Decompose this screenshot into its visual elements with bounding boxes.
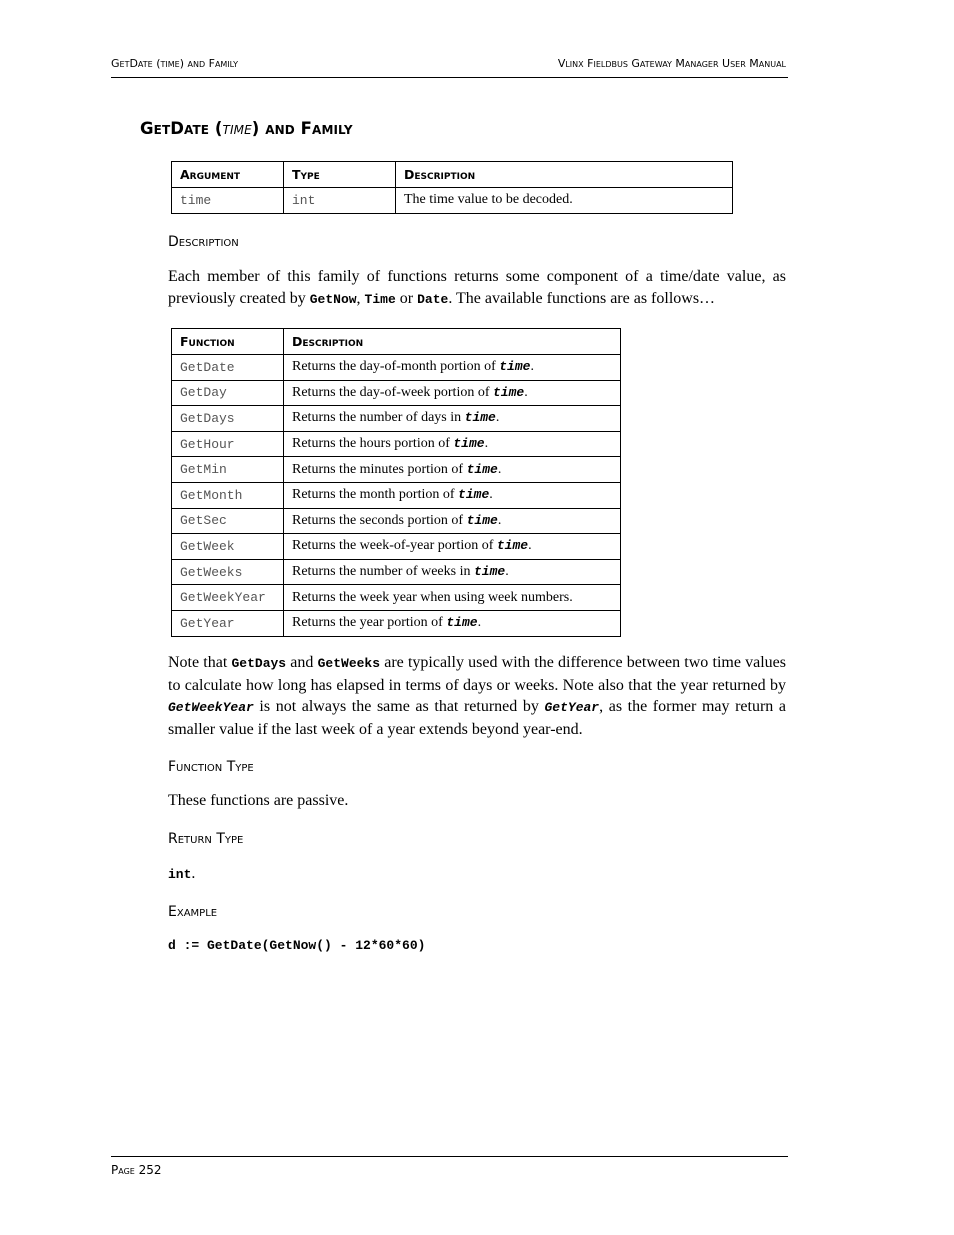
title-argument: time — [222, 119, 252, 138]
table-row — [172, 457, 621, 483]
type-column-header: Type — [284, 162, 396, 188]
function-description: Returns the number of weeks in time. — [284, 559, 621, 585]
argument-table — [171, 161, 733, 214]
return-type-value: int. — [168, 865, 196, 882]
function-description: Returns the minutes portion of time. — [284, 457, 621, 483]
footer-rule — [111, 1156, 788, 1157]
argument-name: time — [172, 188, 284, 214]
inline-code: GetWeeks — [317, 656, 381, 671]
function-name: GetWeekYear — [172, 585, 284, 611]
function-description: Returns the month portion of time. — [284, 482, 621, 508]
function-type-text: These functions are passive. — [168, 792, 349, 809]
example-heading: Example — [168, 904, 218, 920]
table-row — [172, 380, 621, 406]
description-paragraph: Each member of this family of functions returns some component of a time/date value, as previously created by GetNow, Time or Date. The available functions are as follows… — [168, 268, 786, 307]
function-table-header-row — [172, 329, 621, 355]
inline-code: GetYear — [544, 700, 600, 715]
table-row — [172, 188, 733, 214]
argument-table-header-row — [172, 162, 733, 188]
argument-column-header: Argument — [172, 162, 284, 188]
title-prefix: GetDate ( — [140, 119, 223, 138]
function-name: GetDays — [172, 406, 284, 432]
running-header-left: GetDate (time) and Family — [111, 57, 238, 70]
header-rule — [111, 77, 788, 78]
function-type-heading: Function Type — [168, 759, 254, 775]
function-name: GetHour — [172, 431, 284, 457]
function-description: Returns the day-of-week portion of time. — [284, 380, 621, 406]
table-row — [172, 482, 621, 508]
function-description: Returns the number of days in time. — [284, 406, 621, 432]
table-row — [172, 610, 621, 636]
function-description: Returns the hours portion of time. — [284, 431, 621, 457]
description-column-header: Description — [396, 162, 733, 188]
function-table — [171, 328, 621, 637]
function-description: Returns the week-of-year portion of time. — [284, 534, 621, 560]
function-name: GetMonth — [172, 482, 284, 508]
table-row — [172, 508, 621, 534]
table-row — [172, 585, 621, 611]
function-column-header: Function — [172, 329, 284, 355]
function-description: Returns the seconds portion of time. — [284, 508, 621, 534]
function-description: Returns the day-of-month portion of time. — [284, 355, 621, 381]
inline-code: Date — [417, 291, 449, 307]
table-row — [172, 355, 621, 381]
function-name: GetDate — [172, 355, 284, 381]
function-name: GetSec — [172, 508, 284, 534]
function-name: GetWeek — [172, 534, 284, 560]
inline-code: GetDays — [231, 656, 287, 671]
function-name: GetMin — [172, 457, 284, 483]
function-name: GetYear — [172, 610, 284, 636]
argument-type: int — [284, 188, 396, 214]
inline-code: GetWeekYear — [168, 700, 254, 715]
page-number: Page 252 — [111, 1163, 162, 1177]
inline-code: int — [168, 867, 192, 882]
table-row — [172, 534, 621, 560]
function-name: GetWeeks — [172, 559, 284, 585]
function-description: Returns the year portion of time. — [284, 610, 621, 636]
running-header-right: Vlinx Fieldbus Gateway Manager User Manual — [557, 57, 786, 70]
table-row — [172, 559, 621, 585]
title-suffix: ) and Family — [251, 119, 353, 138]
page-title — [140, 119, 353, 138]
function-name: GetDay — [172, 380, 284, 406]
argument-description: The time value to be decoded. — [396, 188, 733, 214]
return-type-heading: Return Type — [168, 831, 244, 847]
inline-code: Time — [364, 291, 396, 307]
table-row — [172, 431, 621, 457]
note-paragraph: Note that GetDays and GetWeeks are typically used with the difference between two time values to calculate how long has elapsed in terms of days or weeks. Note also that the year returned by GetWeekYear is not always the same as that returned by GetYear, as the former may return a smaller value if the last week of a year extends beyond year-end. — [168, 654, 787, 738]
table-row — [172, 406, 621, 432]
description-heading: Description — [168, 234, 239, 250]
description-column-header: Description — [284, 329, 621, 355]
example-code: d := GetDate(GetNow() - 12*60*60) — [168, 938, 426, 953]
function-description: Returns the week year when using week numbers. — [284, 585, 621, 611]
inline-code: GetNow — [309, 291, 357, 307]
